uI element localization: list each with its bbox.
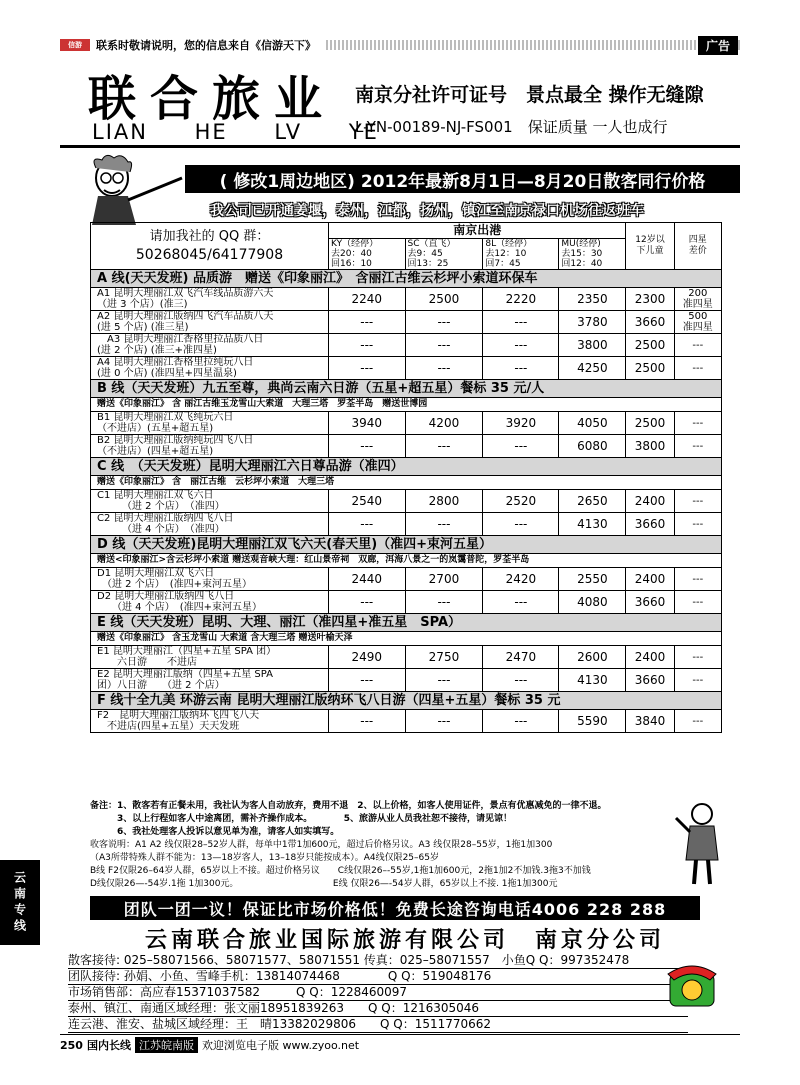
table-row (91, 513, 722, 536)
price-cell: 2300 (626, 288, 674, 311)
price-cell: --- (483, 357, 559, 380)
price-cell: 200 准四星 (674, 288, 721, 311)
price-cell: --- (483, 669, 559, 692)
price-cell: --- (405, 334, 483, 357)
price-cell: 2500 (626, 412, 674, 435)
note-line: D线仅限26—-54岁.1拖 1加300元。 E线 仅限26—-54岁人群，65岁以上不接. 1拖1加300元 (90, 879, 558, 889)
price-cell: 2470 (483, 646, 559, 669)
table-row (91, 311, 722, 334)
table-row (91, 412, 722, 435)
price-cell: 3660 (626, 513, 674, 536)
contact-line: 连云港、淮安、盐城区域经理：王 晴13382029806 Q Q：1511770662 (68, 1017, 688, 1033)
contact-line: 散客接待: 025–58071566、58071577、58071551 传真：025–58071557 小鱼Q Q：997352478 (68, 953, 688, 969)
license-slogan: 南京分社许可证号 景点最全 操作无缝隙 (355, 84, 704, 106)
price-cell: --- (405, 357, 483, 380)
price-cell: --- (674, 646, 721, 669)
price-cell: 2440 (329, 568, 406, 591)
route-name: B2 昆明大理丽江版纳纯玩四飞八日 （不进店）(四星+超五星) (91, 435, 329, 458)
price-cell: 3800 (559, 334, 626, 357)
table-row (91, 568, 722, 591)
telephone-icon (664, 960, 720, 1010)
price-cell: --- (405, 435, 483, 458)
note-line: 收客说明：A1 A2 线仅限28–52岁人群，每单中1带1加600元，超过后价格另议。A3 线仅限28–55岁，1拖1加300 (90, 840, 553, 850)
price-cell: --- (329, 513, 406, 536)
price-cell: 4130 (559, 669, 626, 692)
price-cell: --- (405, 513, 483, 536)
route-name: A3 昆明大理丽江香格里拉品质八日 (进 2 个店) (准三+准四星) (91, 334, 329, 357)
price-cell: --- (674, 490, 721, 513)
flight-header-3: MU(经停) 去15：30 回12：40 (559, 239, 626, 270)
ad-label: 广告 (698, 36, 738, 55)
route-name: C2 昆明大理丽江版纳四飞八日 （进 4 个店） （准四） (91, 513, 329, 536)
price-cell: 3660 (626, 591, 674, 614)
price-cell: 2650 (559, 490, 626, 513)
price-cell: --- (674, 669, 721, 692)
price-title-banner: ( 修改1周边地区) 2012年最新8月1日—8月20日散客同行价格 (185, 165, 740, 193)
qq-group-cell (91, 223, 329, 270)
price-cell: --- (674, 412, 721, 435)
price-cell: --- (329, 435, 406, 458)
route-section-header: E 线（天天发班）昆明、大理、丽江（准四星+准五星 SPA） (91, 614, 722, 632)
section-name: 国内长线 (86, 1039, 131, 1052)
price-cell: 2400 (626, 568, 674, 591)
price-cell: 3920 (483, 412, 559, 435)
price-cell: 2540 (329, 490, 406, 513)
route-name: D2 昆明大理丽江版纳四飞八日 （进 4 个店） (准四+束河五星） (91, 591, 329, 614)
notes-section (90, 800, 690, 891)
price-cell: 3840 (626, 710, 674, 733)
header-divider (60, 145, 740, 148)
page-number: 250 (60, 1038, 83, 1052)
price-cell: 4080 (559, 591, 626, 614)
price-cell: --- (483, 513, 559, 536)
price-cell: 2240 (329, 288, 406, 311)
price-cell: 4250 (559, 357, 626, 380)
price-cell: --- (674, 710, 721, 733)
route-name: A1 昆明大理丽江双飞汽车线品质游六天 （进 3 个店）(准三) (91, 288, 329, 311)
note-line: 3、以上行程如客人中途离团，需补齐操作成本。 5、旅游从业人员我社恕不接待，请见谅！ (90, 814, 513, 824)
price-cell: --- (483, 334, 559, 357)
table-row (91, 490, 722, 513)
price-cell: --- (329, 669, 406, 692)
company-name: 云南联合旅业国际旅游有限公司 南京分公司 (144, 928, 665, 953)
table-row (91, 710, 722, 733)
route-name: D1 昆明大理丽江双飞六日 （进 2 个店） (准四+束河五星） (91, 568, 329, 591)
route-name: F2 昆明大理丽江版纳环飞四飞八天 不进店(四星+五星）天天发班 (91, 710, 329, 733)
price-cell: 2400 (626, 646, 674, 669)
publisher-logo: 信游 (60, 39, 90, 51)
top-notice-bar (60, 36, 740, 54)
note-line: （A3所带特殊人群不能为：13—18岁客人，13–18岁只能按成本）。A4线仅限25–65岁 (90, 853, 439, 863)
contact-list (68, 953, 688, 1033)
price-cell: --- (329, 591, 406, 614)
price-cell: 2490 (329, 646, 406, 669)
price-cell: --- (674, 357, 721, 380)
route-name: E2 昆明大理丽江版纳（四星+五星 SPA 团）八日游 （进 2 个店） (91, 669, 329, 692)
note-line: 6、我社处理客人投诉以意见单为准，请客人如实填写。 (90, 827, 340, 837)
price-cell: 2750 (405, 646, 483, 669)
price-cell: --- (674, 513, 721, 536)
price-cell: --- (405, 710, 483, 733)
table-row (91, 334, 722, 357)
four-star-diff-header: 四星 差价 (674, 223, 721, 270)
flight-header-0: KY（经停） 去20：40 回16：10 (329, 239, 406, 270)
edition-label: 江苏皖南版 (135, 1037, 198, 1053)
route-name: A2 昆明大理丽江版纳四飞汽车品质八天 (进 5 个店) (准三星) (91, 311, 329, 334)
presenter-figure-icon (674, 800, 724, 885)
price-cell: 3660 (626, 311, 674, 334)
contact-line: 团队接待: 孙娟、小鱼、雪峰手机：13814074468 Q Q：519048176 (68, 969, 688, 985)
route-name: B1 昆明大理丽江双飞纯玩六日 （不进店）(五星+超五星) (91, 412, 329, 435)
price-cell: 4200 (405, 412, 483, 435)
price-cell: 6080 (559, 435, 626, 458)
page-footer (60, 1034, 740, 1053)
route-section-header: C 线 （天天发班）昆明大理丽江六日尊品游（准四） (91, 458, 722, 476)
price-cell: 2500 (405, 288, 483, 311)
price-cell: --- (674, 334, 721, 357)
route-inclusions: 赠送《印象丽江》 含 丽江古维 云杉坪小索道 大理三塔 (91, 476, 722, 490)
child-price-header: 12岁以 下儿童 (626, 223, 674, 270)
contact-line: 泰州、镇江、南通区域经理：张文丽18951839263 Q Q：1216305046 (68, 1001, 688, 1017)
table-row (91, 435, 722, 458)
price-cell: --- (483, 435, 559, 458)
contact-line: 市场销售部：高应春15371037582 Q Q：1228460097 (68, 985, 688, 1001)
price-cell: 3940 (329, 412, 406, 435)
price-cell: 2500 (626, 334, 674, 357)
price-table (90, 222, 722, 733)
price-cell: 2550 (559, 568, 626, 591)
price-cell: 500 准四星 (674, 311, 721, 334)
professor-mascot-icon (72, 150, 192, 225)
side-category-tab: 云南专线 (0, 860, 40, 945)
price-cell: --- (483, 311, 559, 334)
price-cell: --- (674, 568, 721, 591)
price-cell: 2600 (559, 646, 626, 669)
price-cell: --- (329, 357, 406, 380)
route-inclusions: 赠送《印象丽江》 含 丽江古维玉龙雪山大索道 大理三塔 罗荃半岛 赠送世博园 (91, 398, 722, 412)
decorative-stripe (326, 40, 740, 50)
depart-header: 南京出港 (329, 223, 626, 239)
license-number: L-YN-00189-NJ-FS001 保证质量 一人也成行 (355, 118, 668, 136)
price-cell: 5590 (559, 710, 626, 733)
price-cell: --- (329, 311, 406, 334)
price-cell: 2500 (626, 357, 674, 380)
price-cell: 2400 (626, 490, 674, 513)
flight-header-2: 8L（经停） 去12：10 回7：45 (483, 239, 559, 270)
price-cell: 2220 (483, 288, 559, 311)
route-inclusions: 赠送《印象丽江》 含玉龙雪山 大索道 含大理三塔 赠送叶榆天泽 (91, 632, 722, 646)
price-cell: --- (483, 591, 559, 614)
flight-header-1: SC（直飞） 去9：45 回13：25 (405, 239, 483, 270)
table-row (91, 357, 722, 380)
shuttle-notice: 我公司已开通姜堰，泰州，江都，扬州，镇江至南京禄口机场往返班车 (210, 203, 644, 219)
route-section-header: B 线（天天发班）九五至尊，典尚云南六日游（五星+超五星）餐标 35 元/人 (91, 380, 722, 398)
price-cell: 2700 (405, 568, 483, 591)
price-cell: 4050 (559, 412, 626, 435)
price-cell: --- (483, 710, 559, 733)
note-line: 备注：1、散客若有正餐未用，我社认为客人自动放弃，费用不退 2、以上价格，如客人使用证件，景点有优惠减免的一律不退。 (90, 801, 607, 811)
top-notice-text: 联系时敬请说明，您的信息来自《信游天下》 (96, 39, 316, 52)
website-link[interactable]: 欢迎浏览电子版 www.zyoo.net (201, 1039, 360, 1052)
qq-number: 50268045/64177908 (135, 247, 284, 263)
brand-pinyin: LIAN HE LV YE (92, 120, 379, 144)
price-cell: --- (405, 591, 483, 614)
route-name: E1 昆明大理丽江（四星+五星 SPA 团） 六日游 不进店 (91, 646, 329, 669)
price-cell: --- (674, 435, 721, 458)
table-row (91, 288, 722, 311)
price-cell: 2350 (559, 288, 626, 311)
price-cell: 3800 (626, 435, 674, 458)
price-cell: --- (405, 311, 483, 334)
note-line: B线 F2仅限26–64岁人群，65岁以上不接。超过价格另议 C线仅限26–-55岁,1拖1加600元，2拖1加2不加钱.3拖3不加钱 (90, 866, 591, 876)
price-cell: 4130 (559, 513, 626, 536)
route-section-header: D 线（天天发班)昆明大理丽江双飞六天(春天里)（准四+束河五星） (91, 536, 722, 554)
brand-name: 联合旅业 (88, 71, 337, 127)
route-name: A4 昆明大理丽江香格里拉纯玩八日 (进 0 个店) (准四星+四星温泉) (91, 357, 329, 380)
price-cell: 2520 (483, 490, 559, 513)
price-cell: --- (674, 591, 721, 614)
team-hotline-banner: 团队一团一议！保证比市场价格低！免费长途咨询电话4006 228 288 (90, 896, 700, 920)
route-name: C1 昆明大理丽江双飞六日 （进 2 个店） （准四） (91, 490, 329, 513)
table-row (91, 669, 722, 692)
table-row (91, 646, 722, 669)
price-cell: 3780 (559, 311, 626, 334)
price-cell: 2420 (483, 568, 559, 591)
qq-label: 请加我社的 QQ 群： (149, 229, 270, 244)
price-cell: 2800 (405, 490, 483, 513)
route-section-header: A 线(天天发班) 品质游 赠送《印象丽江》 含丽江古维云杉坪小索道环保车 (91, 270, 722, 288)
price-cell: 3660 (626, 669, 674, 692)
route-section-header: F 线十全九美 环游云南 昆明大理丽江版纳环飞八日游（四星+五星）餐标 35 元 (91, 692, 722, 710)
table-row (91, 591, 722, 614)
route-inclusions: 赠送<印象丽江>含云杉坪小索道 赠送观音峡大理：红山景帝祠 双廊，洱海八景之一的岚霭普陀，罗荃半岛 (91, 554, 722, 568)
price-cell: --- (329, 710, 406, 733)
price-cell: --- (405, 669, 483, 692)
price-cell: --- (329, 334, 406, 357)
